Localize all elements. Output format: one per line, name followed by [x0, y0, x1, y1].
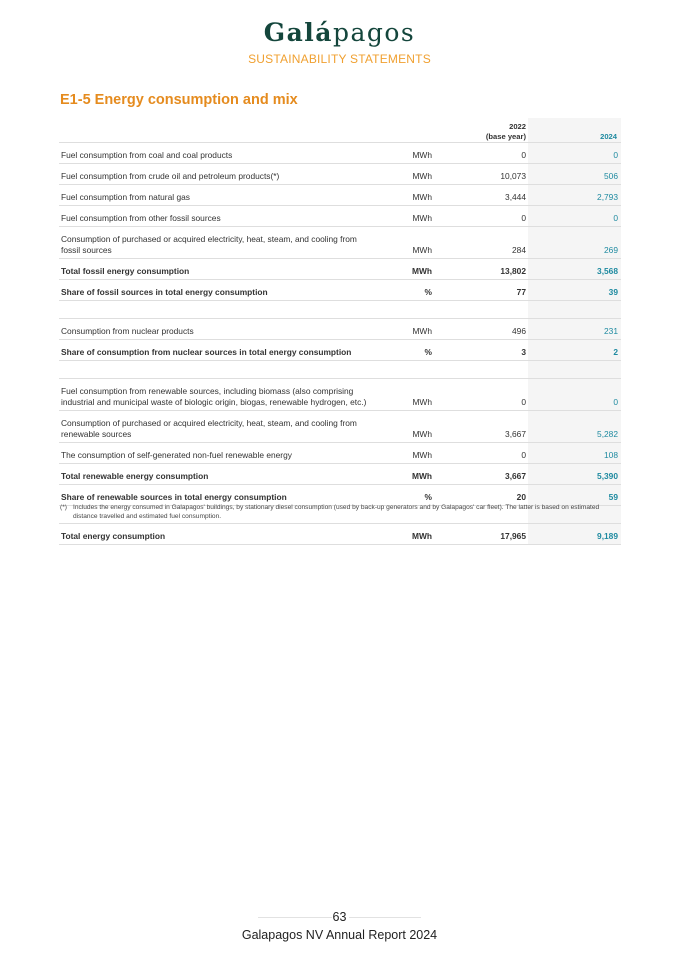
row-value-2022: 284 [433, 227, 528, 259]
row-unit: MWh [401, 464, 433, 485]
header-2024: 2024 [528, 118, 621, 143]
page-title: E1-5 Energy consumption and mix [60, 92, 298, 108]
row-label-line2: industrial and municipal waste of biologic origin, biogas, renewable hydrogen, etc.) [61, 396, 367, 407]
row-unit: MWh [401, 411, 433, 443]
row-label [59, 411, 401, 443]
header-blank [59, 118, 401, 143]
row-label: Fuel consumption from crude oil and petroleum products(*) [59, 164, 401, 185]
row-label-line2: renewable sources [61, 428, 132, 439]
footnote [60, 503, 620, 521]
row-value-2024: 231 [528, 319, 621, 340]
footnote-marker: (*) [60, 504, 67, 511]
logo-light-part: pagos [332, 18, 416, 47]
header-2022-note: (base year) [485, 132, 526, 141]
row-unit: MWh [401, 227, 433, 259]
row-label-line1: Consumption of purchased or acquired electricity, heat, steam, and cooling from [61, 234, 357, 244]
table-header-row [59, 118, 621, 143]
table-row-share [59, 340, 621, 361]
header-2022 [433, 118, 528, 143]
row-label-line1: Fuel consumption from renewable sources, including biomass (also comprising [61, 386, 354, 396]
row-value-2022: 77 [433, 280, 528, 301]
row-unit: MWh [401, 259, 433, 280]
row-unit: MWh [401, 524, 433, 545]
row-label-line1: Consumption of purchased or acquired electricity, heat, steam, and cooling from [61, 418, 357, 428]
row-label: Fuel consumption from natural gas [59, 185, 401, 206]
row-value-2022: 13,802 [433, 259, 528, 280]
energy-table [59, 118, 621, 545]
row-value-2024: 5,390 [528, 464, 621, 485]
row-value-2022: 20 [433, 485, 528, 506]
row-value-2024: 5,282 [528, 411, 621, 443]
row-unit: % [401, 485, 433, 506]
table-row [59, 379, 621, 411]
row-value-2022: 3 [433, 340, 528, 361]
row-value-2022: 0 [433, 379, 528, 411]
row-label: The consumption of self-generated non-fuel renewable energy [59, 443, 401, 464]
row-value-2022: 3,444 [433, 185, 528, 206]
row-value-2022: 3,667 [433, 464, 528, 485]
table-row-total [59, 464, 621, 485]
table-spacer-row [59, 301, 621, 319]
row-label [59, 227, 401, 259]
row-value-2024: 0 [528, 143, 621, 164]
row-unit: MWh [401, 206, 433, 227]
row-value-2024: 3,568 [528, 259, 621, 280]
row-value-2024: 108 [528, 443, 621, 464]
report-title: Galapagos NV Annual Report 2024 [241, 928, 438, 942]
row-value-2022: 496 [433, 319, 528, 340]
header-unit-blank [401, 118, 433, 143]
row-label: Fuel consumption from coal and coal products [59, 143, 401, 164]
row-value-2022: 0 [433, 206, 528, 227]
row-value-2022: 17,965 [433, 524, 528, 545]
row-unit: % [401, 340, 433, 361]
row-label: Total fossil energy consumption [59, 259, 401, 280]
section-header: SUSTAINABILITY STATEMENTS [248, 52, 431, 66]
row-label: Share of renewable sources in total energy consumption [59, 485, 401, 506]
row-value-2022: 0 [433, 143, 528, 164]
table-row [59, 443, 621, 464]
page-number: 63 [332, 910, 347, 924]
row-value-2024: 506 [528, 164, 621, 185]
table-spacer-row [59, 361, 621, 379]
row-unit: MWh [401, 319, 433, 340]
table-row [59, 185, 621, 206]
row-label: Total renewable energy consumption [59, 464, 401, 485]
row-value-2024: 39 [528, 280, 621, 301]
row-value-2022: 10,073 [433, 164, 528, 185]
row-value-2024: 269 [528, 227, 621, 259]
row-label: Share of consumption from nuclear sources in total energy consumption [59, 340, 401, 361]
footnote-text: Includes the energy consumed in Galapagos' buildings, by stationary diesel consumption (used by back-up generators and by Galapagos' car fleet). The latter is based on estimated distance travelled and estimated fuel consumption. [73, 504, 600, 520]
row-value-2024: 59 [528, 485, 621, 506]
row-value-2022: 3,667 [433, 411, 528, 443]
row-label-line2: fossil sources [61, 244, 112, 255]
company-logo [0, 18, 679, 47]
row-label: Total energy consumption [59, 524, 401, 545]
row-unit: MWh [401, 143, 433, 164]
row-unit: MWh [401, 164, 433, 185]
table-row [59, 164, 621, 185]
header-2022-year: 2022 [509, 122, 526, 131]
table-row [59, 227, 621, 259]
row-unit: MWh [401, 379, 433, 411]
row-unit: MWh [401, 443, 433, 464]
row-value-2024: 0 [528, 379, 621, 411]
logo-bold-part: Galá [263, 18, 333, 47]
row-value-2022: 0 [433, 443, 528, 464]
row-label [59, 379, 401, 411]
row-label: Share of fossil sources in total energy consumption [59, 280, 401, 301]
table-row-total [59, 259, 621, 280]
table-row [59, 143, 621, 164]
row-unit: % [401, 280, 433, 301]
table-row [59, 319, 621, 340]
row-value-2024: 9,189 [528, 524, 621, 545]
row-label: Fuel consumption from other fossil sources [59, 206, 401, 227]
row-label: Consumption from nuclear products [59, 319, 401, 340]
row-value-2024: 2,793 [528, 185, 621, 206]
table-row [59, 411, 621, 443]
row-value-2024: 0 [528, 206, 621, 227]
table-row-share [59, 280, 621, 301]
row-unit: MWh [401, 185, 433, 206]
row-value-2024: 2 [528, 340, 621, 361]
table-row [59, 206, 621, 227]
table-row-grand-total [59, 524, 621, 545]
